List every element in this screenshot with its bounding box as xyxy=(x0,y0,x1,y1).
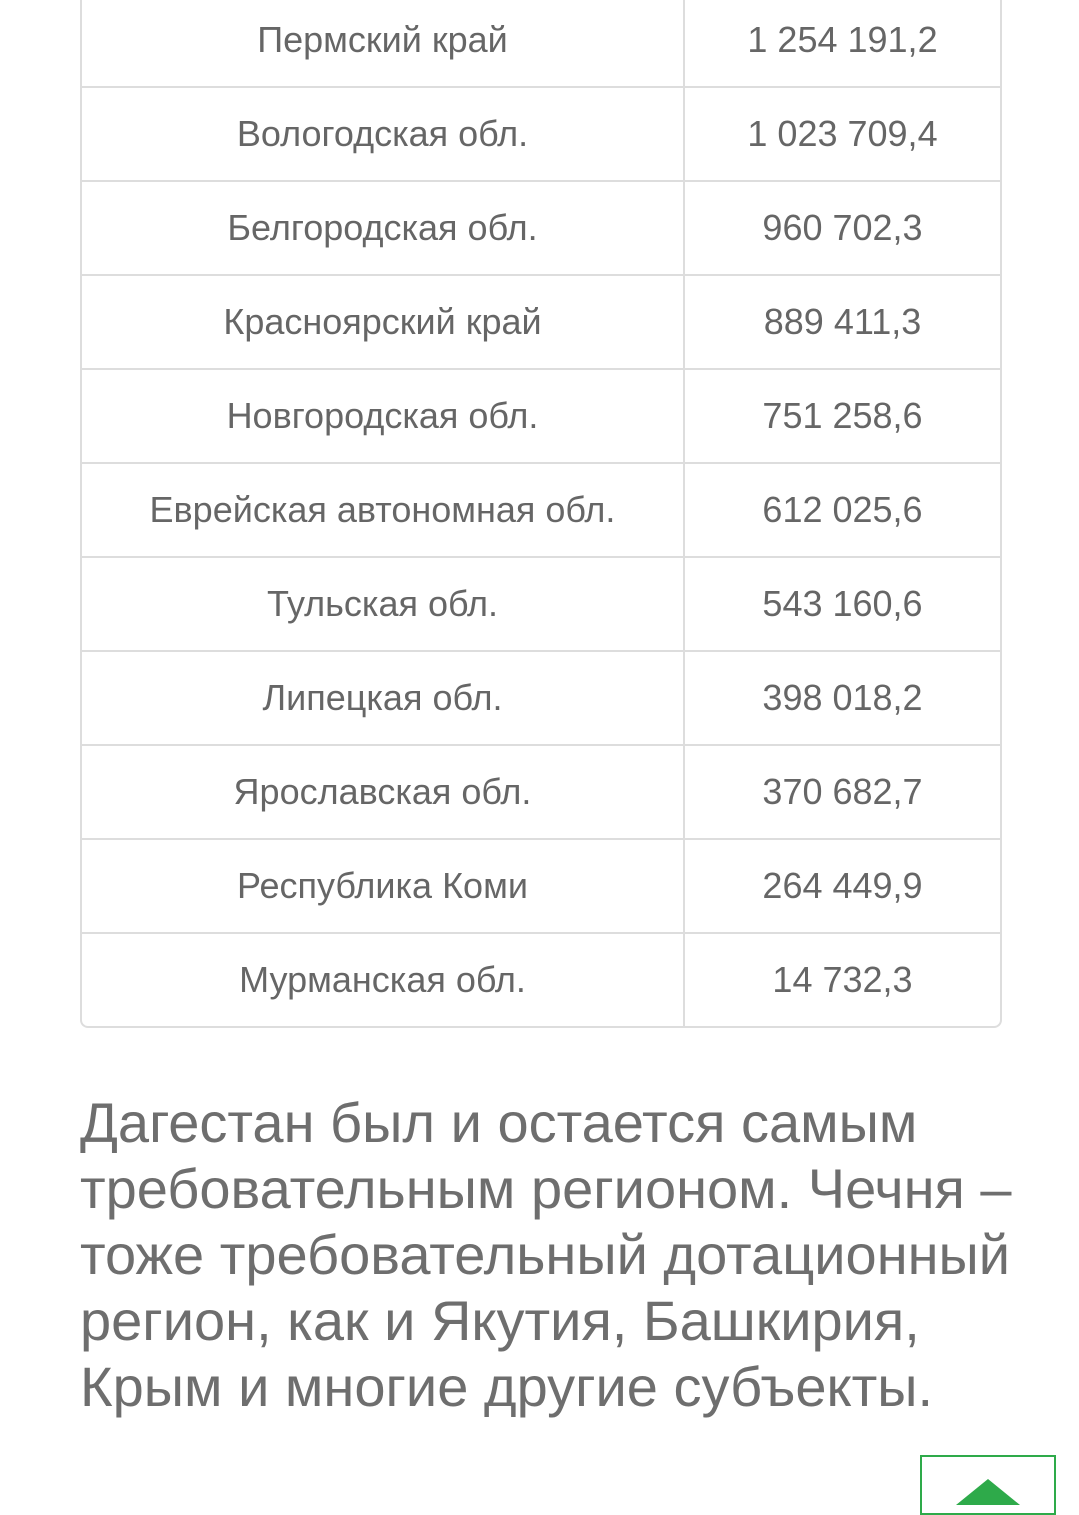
region-value-cell: 1 254 191,2 xyxy=(684,0,1000,87)
region-value-cell: 889 411,3 xyxy=(684,275,1000,369)
table-row xyxy=(82,0,1000,87)
region-name-cell: Новгородская обл. xyxy=(82,369,684,463)
scroll-to-top-button[interactable] xyxy=(920,1455,1056,1515)
region-name-cell: Республика Коми xyxy=(82,839,684,933)
article-paragraph: Дагестан был и остается самым требовательным регионом. Чечня – тоже требовательный дотационный регион, как и Якутия, Башкирия, Крым и многие другие субъекты. xyxy=(80,1091,1012,1418)
region-name-cell: Еврейская автономная обл. xyxy=(82,463,684,557)
chevron-up-icon xyxy=(956,1479,1020,1505)
region-value-cell: 370 682,7 xyxy=(684,745,1000,839)
table-row xyxy=(82,557,1000,651)
table-row xyxy=(82,463,1000,557)
region-value-cell: 751 258,6 xyxy=(684,369,1000,463)
table-row xyxy=(82,275,1000,369)
table-row xyxy=(82,933,1000,1026)
region-value-cell: 264 449,9 xyxy=(684,839,1000,933)
table-row xyxy=(82,839,1000,933)
region-value-cell: 960 702,3 xyxy=(684,181,1000,275)
region-name-cell: Тульская обл. xyxy=(82,557,684,651)
table-row xyxy=(82,651,1000,745)
region-name-cell: Белгородская обл. xyxy=(82,181,684,275)
region-name-cell: Вологодская обл. xyxy=(82,87,684,181)
region-name-cell: Мурманская обл. xyxy=(82,933,684,1026)
table-row xyxy=(82,181,1000,275)
region-value-cell: 14 732,3 xyxy=(772,959,913,1000)
region-value-cell: 1 023 709,4 xyxy=(684,87,1000,181)
table-row xyxy=(82,745,1000,839)
region-value-cell: 398 018,2 xyxy=(684,651,1000,745)
region-name-cell: Пермский край xyxy=(82,0,684,87)
table-row xyxy=(82,369,1000,463)
table-row xyxy=(82,87,1000,181)
region-name-cell: Липецкая обл. xyxy=(82,651,684,745)
region-name-cell: Ярославская обл. xyxy=(82,745,684,839)
region-value-cell: 612 025,6 xyxy=(684,463,1000,557)
region-value-cell: 543 160,6 xyxy=(684,557,1000,651)
region-table xyxy=(80,0,1002,1028)
region-name-cell: Красноярский край xyxy=(82,275,684,369)
